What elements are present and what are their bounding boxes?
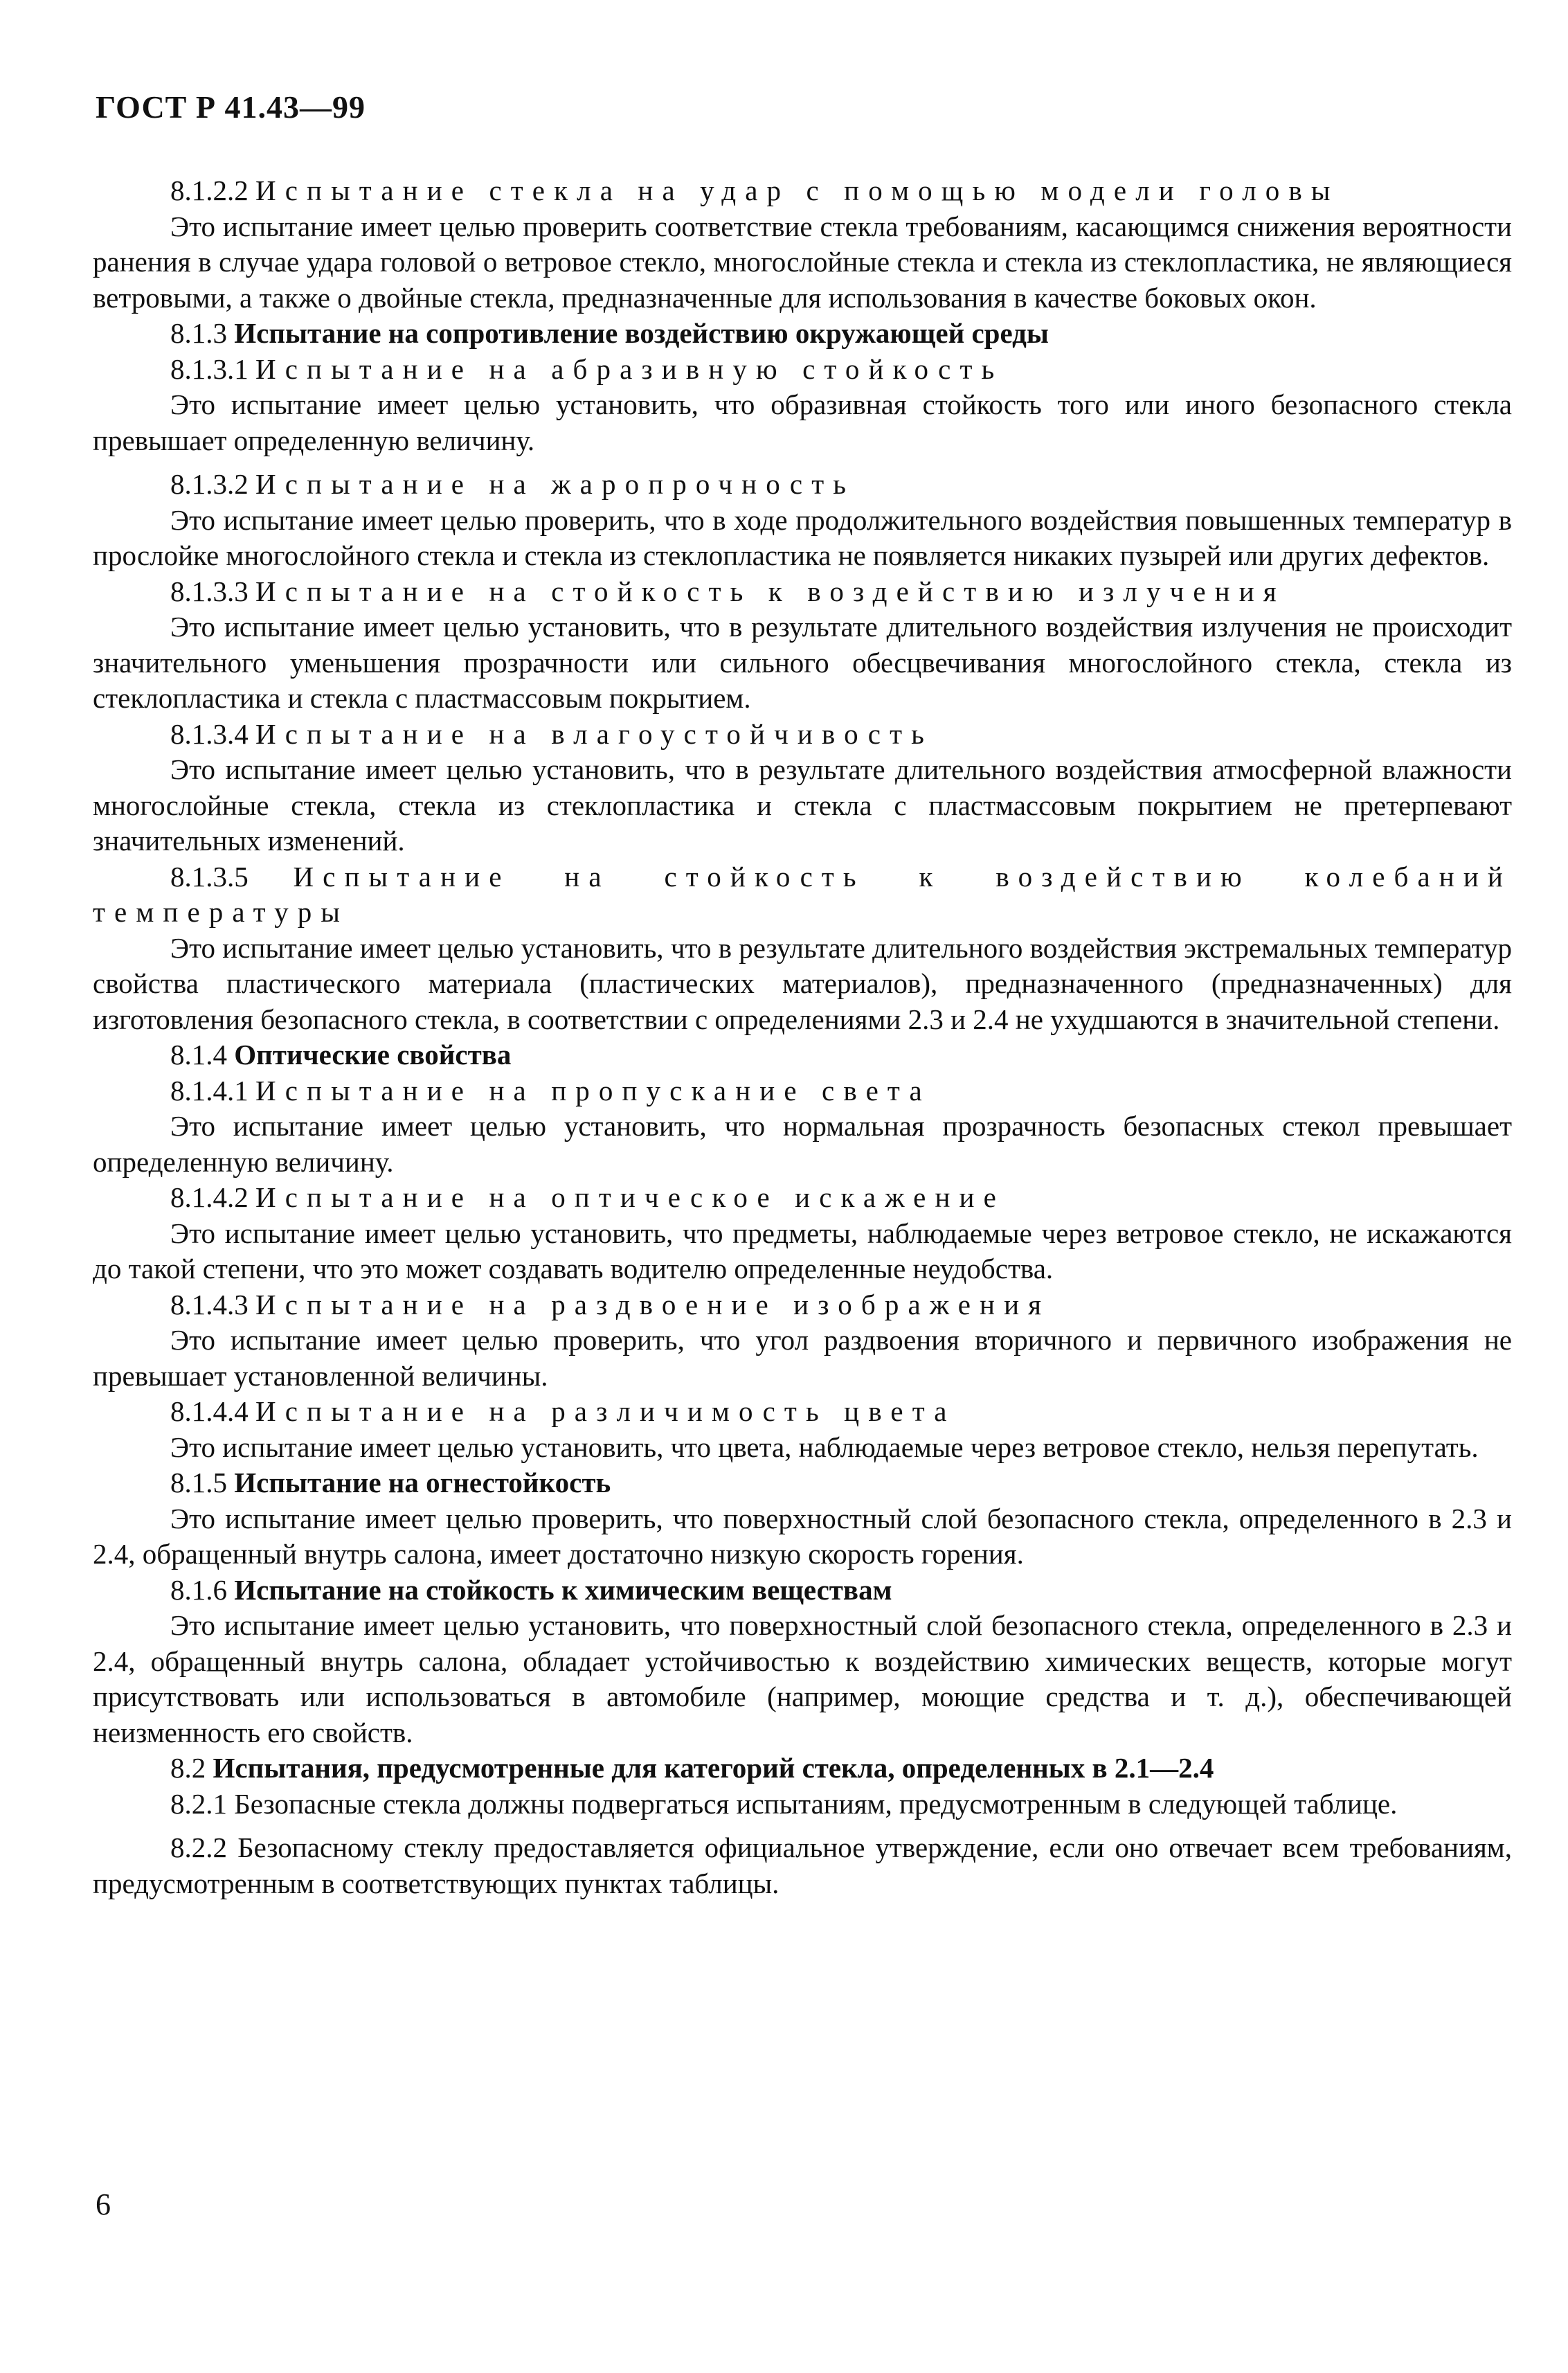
paragraph: Это испытание имеет целью установить, что нормальная прозрачность безопасных стекол превышает определенную величину.: [93, 1110, 1512, 1178]
document-body: [93, 173, 1512, 1901]
section-title: Испытание на раздвоение изображения: [255, 1288, 1051, 1320]
section-heading: [93, 316, 1512, 352]
section-number: 8.1.4.4: [170, 1395, 249, 1427]
section-number: 8.1.3: [170, 317, 227, 349]
section-title: Оптические свойства: [234, 1039, 512, 1071]
section-heading: [93, 1180, 1512, 1216]
section-heading: [93, 1750, 1512, 1787]
section-title: Испытание на абразивную стойкость: [255, 352, 1004, 385]
section-heading: [93, 1287, 1512, 1323]
paragraph: Это испытание имеет целью установить, что в результате длительного воздействия атмосферной влажности многослойные стекла, стекла из стеклопластика и стекла с пластмассовым покрытием не претерпевают значительных изменений.: [93, 753, 1512, 857]
section-number: 8.1.3.2: [170, 468, 249, 500]
section-heading: [93, 352, 1512, 388]
section-number: 8.1.6: [170, 1573, 227, 1606]
page-number: 6: [96, 2187, 111, 2221]
section-title: Испытание на сопротивление воздействию окружающей среды: [234, 317, 1049, 349]
section-number: 8.1.4.2: [170, 1181, 249, 1213]
section-title: Испытание стекла на удар с помощью модели головы: [255, 174, 1340, 206]
paragraph: Это испытание имеет целью проверить соответствие стекла требованиям, касающимся снижения вероятности ранения в случае удара головой о ветровое стекло, многослойные стекла и стекла из стеклопластика, не являющиеся ветровыми, а также о двойные стекла, предназначенные для использования в качестве боковых окон.: [93, 210, 1512, 314]
paragraph: Это испытание имеет целью проверить, что угол раздвоения вторичного и первичного изображения не превышает установленной величины.: [93, 1324, 1512, 1392]
paragraph: Это испытание имеет целью установить, что предметы, наблюдаемые через ветровое стекло, не искажаются до такой степени, что это может создавать водителю определенные неудобства.: [93, 1217, 1512, 1284]
section-title: Испытание на огнестойкость: [234, 1467, 611, 1498]
document-code-header: ГОСТ Р 41.43—99: [96, 89, 366, 125]
section-heading: [93, 574, 1512, 610]
section-number: 8.1.4.1: [170, 1074, 249, 1107]
section-number: 8.1.4: [170, 1039, 227, 1071]
section-heading: [93, 1465, 1512, 1501]
section-number: 8.1.3.3: [170, 575, 249, 607]
section-title: Испытание на оптическое искажение: [255, 1181, 1005, 1213]
paragraph-text: Безопасные стекла должны подвергаться испытаниям, предусмотренным в следующей таблице.: [234, 1787, 1398, 1820]
section-number: 8.2.2: [170, 1832, 227, 1863]
paragraph: Это испытание имеет целью установить, что в результате длительного воздействия экстремальных температур свойства пластического материала (пластических материалов), предназначенного (предназначенных) для изготовления безопасного стекла, в соответствии с определениями 2.3 и 2.4 не ухудшаются в значительной степени.: [93, 931, 1512, 1035]
section-title: Испытание на стойкость к воздействию колебаний температуры: [93, 860, 1512, 928]
section-heading: [93, 1573, 1512, 1609]
section-heading: [93, 173, 1512, 209]
paragraph: Это испытание имеет целью проверить, что поверхностный слой безопасного стекла, определенного в 2.3 и 2.4, обращенный внутрь салона, имеет достаточно низкую скорость горения.: [93, 1502, 1512, 1570]
section-heading: [93, 1037, 1512, 1073]
section-title: Испытание на влагоустойчивость: [255, 717, 933, 750]
section-heading: [93, 467, 1512, 503]
section-title: Испытание на различимость цвета: [255, 1395, 956, 1427]
section-title: Испытания, предусмотренные для категорий стекла, определенных в 2.1—2.4: [213, 1752, 1214, 1784]
section-number: 8.1.3.5: [170, 860, 249, 893]
section-number: 8.1.3.1: [170, 352, 249, 385]
paragraph-text: Безопасному стеклу предоставляется официальное утверждение, если оно отвечает всем требованиям, предусмотренным в соответствующих пунктах таблицы.: [93, 1832, 1512, 1899]
section-number: 8.1.4.3: [170, 1288, 249, 1320]
section-number: 8.1.5: [170, 1467, 227, 1498]
section-title: Испытание на жаропрочность: [255, 468, 856, 500]
section-number: 8.1.2.2: [170, 174, 249, 206]
paragraph: [93, 1830, 1512, 1901]
paragraph: Это испытание имеет целью установить, что в результате длительного воздействия излучения не происходит значительного уменьшения прозрачности или сильного обесцвечивания многослойного стекла, стекла из стеклопластика и стекла с пластмассовым покрытием.: [93, 611, 1512, 714]
section-title: Испытание на пропускание света: [255, 1074, 931, 1107]
section-title: Испытание на стойкость к воздействию излучения: [255, 575, 1286, 607]
paragraph: Это испытание имеет целью установить, что поверхностный слой безопасного стекла, определенного в 2.3 и 2.4, обращенный внутрь салона, обладает устойчивостью к воздействию химических веществ, которые могут присутствовать или использоваться в автомобиле (например, моющие средства и т. д.), обеспечивающей неизменность его свойств.: [93, 1609, 1512, 1748]
section-number: 8.1.3.4: [170, 717, 249, 750]
paragraph: Это испытание имеет целью установить, что образивная стойкость того или иного безопасного стекла превышает определенную величину.: [93, 388, 1512, 456]
section-number: 8.2: [170, 1752, 206, 1784]
paragraph: Это испытание имеет целью проверить, что в ходе продолжительного воздействия повышенных температур в прослойке многослойного стекла и стекла из стеклопластика не появляется никаких пузырей или других дефектов.: [93, 503, 1512, 571]
section-heading: [93, 717, 1512, 753]
section-number: 8.2.1: [170, 1787, 227, 1820]
section-title: Испытание на стойкость к химическим веществам: [234, 1573, 892, 1606]
section-heading: [93, 859, 1512, 931]
paragraph: Это испытание имеет целью установить, что цвета, наблюдаемые через ветровое стекло, нельзя перепутать.: [170, 1431, 1479, 1463]
section-heading: [93, 1394, 1512, 1430]
section-heading: [93, 1073, 1512, 1109]
paragraph: [93, 1787, 1512, 1823]
